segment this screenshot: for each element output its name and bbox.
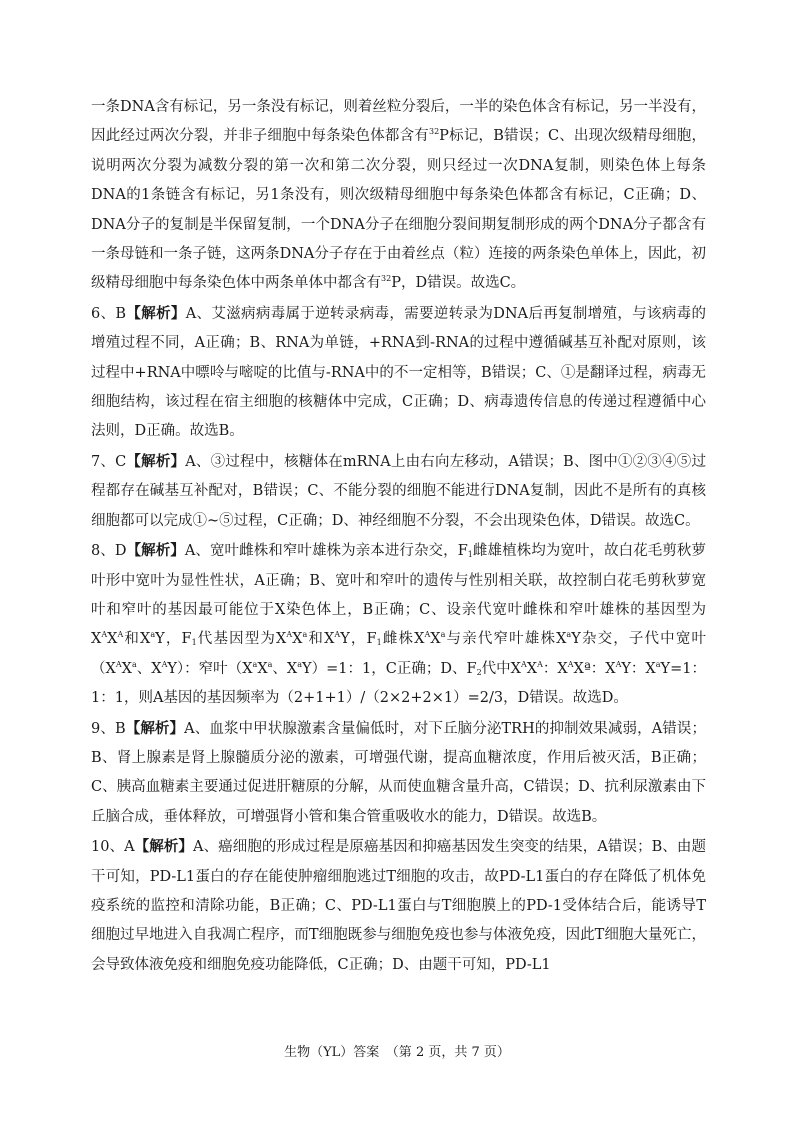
- text: Y，F: [340, 631, 377, 648]
- superscript: a: [655, 659, 661, 669]
- text: 、X: [136, 660, 162, 677]
- subscript: 2: [476, 667, 482, 677]
- text: Y=1：1：1，则A基因的基因频率为（2+1+1）/（2×2+2×1）=2/3，D错误。故选D。: [91, 660, 706, 707]
- superscript: 32: [381, 274, 392, 284]
- superscript: a: [297, 659, 303, 669]
- text: A、宽叶雌株和窄叶雄株为亲本进行杂交，F: [184, 543, 468, 560]
- answer-9: [91, 714, 706, 833]
- superscript: a: [302, 630, 308, 640]
- text: Xª：X: [573, 660, 616, 677]
- answer-number: 8、D: [91, 543, 127, 560]
- page-footer: 生物（YL）答案 （第 2 页，共 7 页）: [284, 1045, 510, 1060]
- text: 与亲代窄叶雄株X: [445, 631, 567, 648]
- superscript: A: [424, 630, 431, 640]
- text: X: [107, 631, 118, 648]
- superscript: A: [567, 659, 574, 669]
- subscript: 1: [191, 638, 197, 648]
- text: 一条DNA含有标记，另一条没有标记，则着丝粒分裂后，一半的染色体含有标记，另一半没有，因此经过两次分裂，并非子细胞中每条染色体都含有: [91, 99, 706, 145]
- text: 、X: [272, 660, 298, 677]
- text: P，D错误。故选C。: [391, 275, 526, 292]
- superscript: a: [131, 659, 137, 669]
- superscript: a: [566, 630, 572, 640]
- superscript: A: [615, 659, 622, 669]
- superscript: a: [150, 630, 156, 640]
- superscript: 32: [428, 127, 440, 137]
- superscript: A: [101, 630, 108, 640]
- text: P标记，B错误；C、出现次级精母细胞，说明两次分裂为减数分裂的第一次和第二次分裂，则只经过一次DNA复制，则染色体上每条DNA的1条链含有标记，另1条没有，则次级精母细胞中每条染色体都含有标记，C正确；D、DNA分子的复制是半保留复制，一个DNA分子在细胞分裂间期复制形成的两个DNA分子都含有一条母链和一条子链，这两条DNA分子存在于由着丝点（粒）连接的两条染色单体上，因此，初级精母细胞中每条染色体中两条单体中都含有: [91, 128, 706, 292]
- superscript: a: [252, 659, 258, 669]
- text: X: [430, 631, 441, 648]
- superscript: A: [521, 659, 527, 669]
- answer-10: [91, 832, 706, 980]
- superscript: a: [267, 659, 273, 669]
- answer-number: 10、A: [91, 839, 135, 856]
- text: Y）：窄叶（X: [167, 660, 253, 677]
- text: X: [292, 631, 303, 648]
- text: ：X: [542, 660, 568, 677]
- text: 雌雄植株均为宽叶，故白花毛剪秋萝叶形中宽叶为显性性状，A正确；B、宽叶和窄叶的遗传与性别相关联，故控制白花毛剪秋萝宽叶和窄叶的基因最可能位于X染色体上，B正确；C、设亲代宽叶雌株和窄叶雄株的基因型为X: [91, 543, 707, 648]
- answer-number: 7、C: [91, 453, 127, 470]
- analysis-text: A、③过程中，核糖体在mRNA上由右向左移动，A错误；B、图中①②③④⑤过程都存在碱基互补配对，B错误；C、不能分裂的细胞不能进行DNA复制，因此不是所有的真核细胞都可以完成①~⑤过程，C正确；D、神经细胞不分裂，不会出现染色体，D错误。故选C。: [91, 453, 706, 529]
- answer-6: [91, 299, 706, 447]
- text: 和X: [123, 631, 151, 648]
- text: Y杂交，子代中宽叶（X: [91, 631, 706, 677]
- analysis-label: 【解析】: [134, 838, 194, 856]
- answer-8: [91, 536, 706, 713]
- analysis-label: 【解析】: [126, 542, 185, 560]
- superscript: A: [537, 659, 543, 669]
- analysis-label: 【解析】: [126, 452, 186, 470]
- text: X: [526, 660, 538, 677]
- superscript: A: [117, 630, 124, 640]
- superscript: A: [161, 659, 168, 669]
- text: Y，F: [155, 631, 192, 648]
- text: 和X: [307, 631, 335, 648]
- answer-number: 6、B: [91, 305, 127, 322]
- superscript: A: [115, 659, 122, 669]
- text: Y：X: [621, 660, 656, 677]
- superscript: a: [440, 630, 446, 640]
- subscript: 1: [376, 638, 382, 648]
- analysis-text: A、癌细胞的形成过程是原癌基因和抑癌基因发生突变的结果，A错误；B、由题干可知，PD-L1蛋白的存在能使肿瘤细胞逃过T细胞的攻击，故PD-L1蛋白的存在降低了机体免疫系统的监控和清除功能，B正确；C、PD-L1蛋白与T细胞膜上的PD-1受体结合后，能诱导T细胞过早地进入自我凋亡程序，而T细胞既参与细胞免疫也参与体液免疫，因此T细胞大量死亡，会导致体液免疫和细胞免疫功能降低，C正确；D、由题干可知，PD-L1: [91, 839, 706, 973]
- text: 雌株X: [381, 631, 425, 648]
- analysis-label: 【解析】: [125, 719, 185, 737]
- text: 代基因型为X: [196, 631, 287, 648]
- text: 代中X: [481, 660, 521, 677]
- answer-7: [91, 447, 706, 536]
- analysis-text: A、艾滋病病毒属于逆转录病毒，需要逆转录为DNA后再复制增殖，与该病毒的增殖过程不同，A正确；B、RNA为单链，+RNA到-RNA的过程中遵循碱基互补配对原则，该过程中+RNA中嘌呤与嘧啶的比值与-RNA中的不一定相等，B错误；C、①是翻译过程，病毒无细胞结构，该过程在宿主细胞的核糖体中完成，C正确；D、病毒遗传信息的传递过程遵循中心法则，D正确。故选B。: [91, 305, 706, 440]
- superscript: A: [286, 630, 293, 640]
- text: Y）=1：1，C正确；D、F: [302, 660, 477, 677]
- answer-page: [91, 93, 706, 980]
- text: X: [257, 660, 268, 677]
- analysis-text: A、血浆中甲状腺激素含量偏低时，对下丘脑分泌TRH的抑制效果减弱，A错误；B、肾上腺素是肾上腺髓质分泌的激素，可增强代谢，提高血糖浓度，作用后被灭活，B正确；C、胰高血糖素主要通过促进肝糖原的分解，从而使血糖含量升高，C错误；D、抗利尿激素由下丘脑合成，垂体释放，可增强肾小管和集合管重吸收水的能力，D错误。故选B。: [91, 720, 706, 825]
- superscript: A: [334, 630, 341, 640]
- answer-number: 9、B: [91, 720, 126, 737]
- subscript: 1: [467, 550, 473, 560]
- analysis-label: 【解析】: [126, 304, 186, 322]
- text: X: [121, 660, 132, 677]
- continued-explanation: [91, 93, 706, 299]
